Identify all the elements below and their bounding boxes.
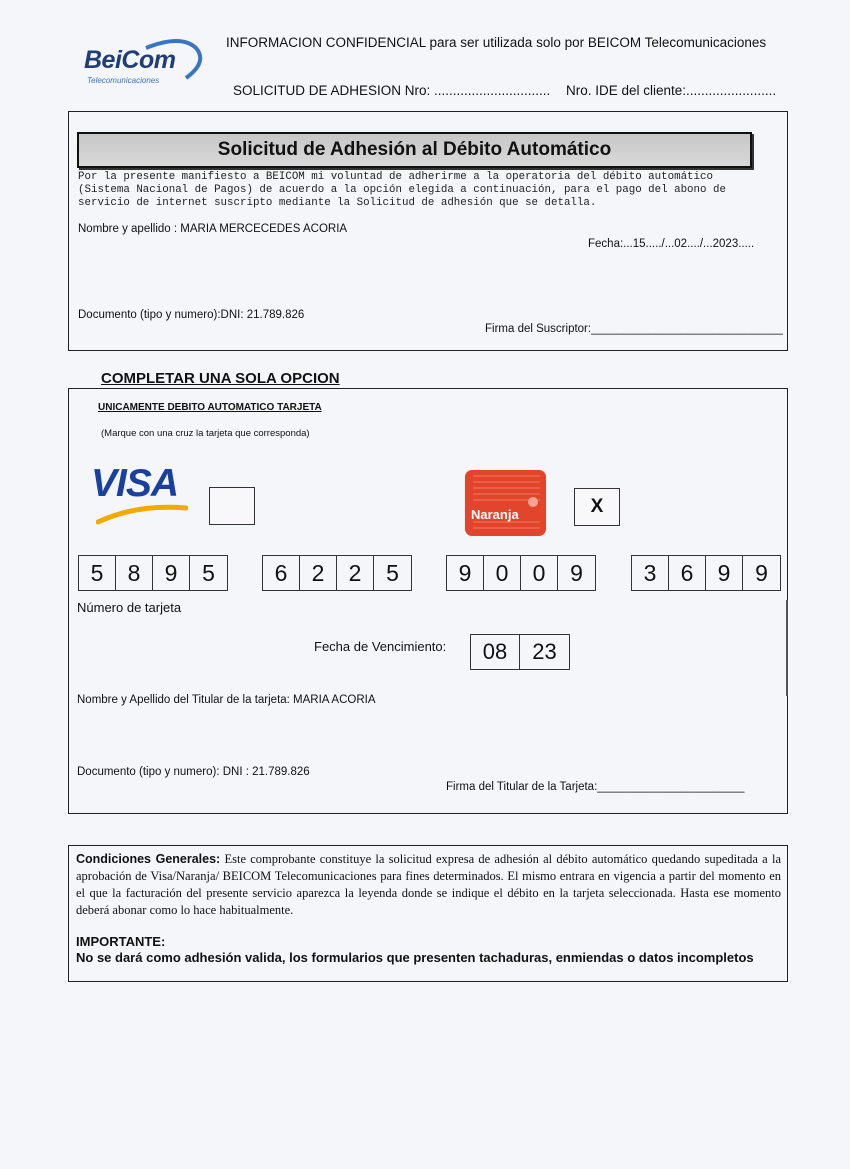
conditions-label: Condiciones Generales: <box>76 852 221 866</box>
visa-logo-text: VISA <box>91 462 179 505</box>
expiry-month[interactable]: 08 <box>471 635 520 669</box>
visa-swoosh-icon <box>96 502 188 526</box>
naranja-logo <box>465 470 546 536</box>
important-label: IMPORTANTE: <box>76 934 166 949</box>
card-group-3 <box>446 555 596 591</box>
naranja-checkbox[interactable]: X <box>574 488 620 526</box>
logo-subtext: Telecomunicaciones <box>87 76 160 85</box>
subscriber-name: Nombre y apellido : MARIA MERCECEDES ACORIA <box>78 223 348 235</box>
card-group-4 <box>631 555 781 591</box>
expiry-label: Fecha de Vencimiento: <box>314 639 447 654</box>
naranja-pattern-icon <box>465 470 546 536</box>
card-digit[interactable]: 6 <box>263 556 300 590</box>
logo-text: BeiCom <box>84 46 176 74</box>
card-digit[interactable]: 6 <box>669 556 706 590</box>
cardholder-name: Nombre y Apellido del Titular de la tarjeta: MARIA ACORIA <box>77 694 376 706</box>
card-instruction: (Marque con una cruz la tarjeta que corresponda) <box>101 428 310 439</box>
conditions-text: Este comprobante constituye la solicitud expresa de adhesión al débito automático quedando supeditada a la aprobación de Visa/Naranja/ BEICOM Telecomunicaciones para fines determinados. El mismo entrara en vigencia a partir del momento en el que la facturación del presente servicio aparezca la leyenda donde se indique el débito en la tarjeta seleccionada. Hasta ese momento deberá abonar como lo hace habitualmente. <box>76 852 781 917</box>
card-digit[interactable]: 9 <box>706 556 743 590</box>
beicom-logo <box>84 38 204 92</box>
subscriber-document: Documento (tipo y numero):DNI: 21.789.826 <box>78 309 305 321</box>
form-title: Solicitud de Adhesión al Débito Automático <box>77 132 752 168</box>
card-digit[interactable]: 9 <box>153 556 190 590</box>
cardholder-document: Documento (tipo y numero): DNI : 21.789.826 <box>77 766 310 778</box>
card-digit[interactable]: 5 <box>79 556 116 590</box>
card-digit[interactable]: 8 <box>116 556 153 590</box>
visa-checkbox[interactable] <box>209 487 255 525</box>
card-digit[interactable]: 9 <box>570 560 583 586</box>
date-field: Fecha:...15...../...02..../...2023..... <box>588 238 755 250</box>
naranja-logo-text: Naranja <box>471 507 519 522</box>
card-debit-subheading: UNICAMENTE DEBITO AUTOMATICO TARJETA <box>98 402 322 413</box>
card-digit[interactable]: 3 <box>632 556 669 590</box>
card-digit[interactable]: 5 <box>386 560 399 586</box>
intro-paragraph: Por la presente manifiesto a BEICOM mi voluntad de adherirme a la operatoria del débito automático (Sistema Nacional de Pagos) de acuerdo a la opción elegida a continuación, para el pago del abono de servicio de internet suscripto mediante la Solicitud de adhesión que se detalla. <box>78 171 726 209</box>
cardholder-signature: Firma del Titular de la Tarjeta:_______________________ <box>446 781 745 793</box>
card-digit[interactable]: 0 <box>484 556 521 590</box>
scan-mark-line <box>786 600 788 696</box>
card-group-1 <box>78 555 228 591</box>
important-notice <box>76 934 781 966</box>
expiry-boxes <box>470 634 570 670</box>
complete-one-option-heading: COMPLETAR UNA SOLA OPCION <box>101 370 340 387</box>
expiry-year[interactable]: 23 <box>532 639 557 664</box>
card-group-2 <box>262 555 412 591</box>
solicitud-number: SOLICITUD DE ADHESION Nro: ............................... <box>233 83 551 98</box>
visa-logo <box>91 462 191 528</box>
card-digit[interactable]: 2 <box>337 556 374 590</box>
card-digit[interactable]: 0 <box>521 556 558 590</box>
card-digit[interactable]: 9 <box>755 560 768 586</box>
card-digit[interactable]: 5 <box>202 560 215 586</box>
card-number-label: Número de tarjeta <box>77 600 182 615</box>
important-text: No se dará como adhesión valida, los formularios que presenten tachaduras, enmiendas o datos incompletos <box>76 950 754 965</box>
client-id: Nro. IDE del cliente:........................ <box>566 83 777 98</box>
general-conditions <box>76 851 781 919</box>
subscriber-signature: Firma del Suscriptor:______________________________ <box>485 323 783 335</box>
card-digit[interactable]: 2 <box>300 556 337 590</box>
confidential-notice: INFORMACION CONFIDENCIAL para ser utilizada solo por BEICOM Telecomunicaciones <box>226 35 767 50</box>
card-digit[interactable]: 9 <box>447 556 484 590</box>
